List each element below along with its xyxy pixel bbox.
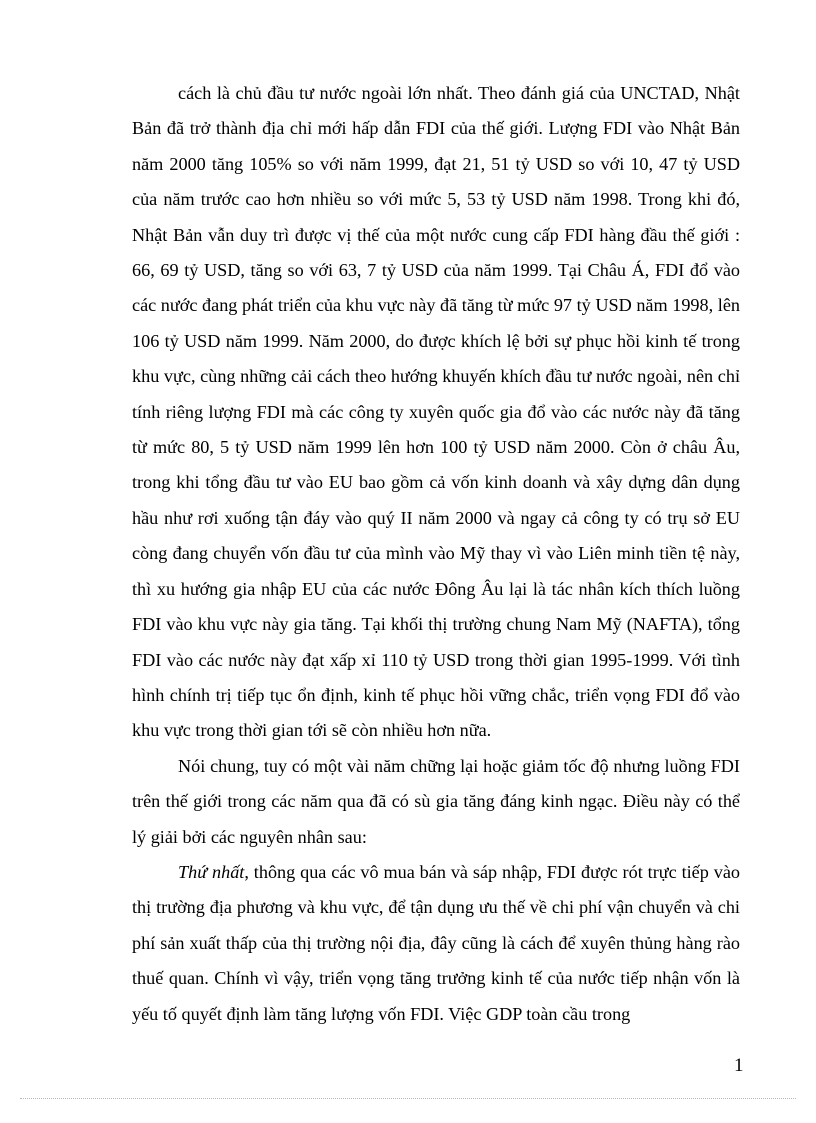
- page-number: 1: [734, 1055, 744, 1076]
- paragraph-3-text: , thông qua các vô mua bán và sáp nhập, FDI được rót trực tiếp vào thị trường địa phương và khu vực, để tận dụng ưu thế về chi phí vận chuyển và chi phí sản xuất thấp của thị trường nội địa, đây cũng là cách để xuyên thủng hàng rào thuế quan. Chính vì vậy, triển vọng tăng trưởng kinh tế của nước tiếp nhận vốn là yếu tố quyết định làm tăng lượng vốn FDI. Việc GDP toàn cầu trong: [132, 861, 740, 1024]
- paragraph-2: Nói chung, tuy có một vài năm chững lại hoặc giảm tốc độ nhưng luồng FDI trên thế giới trong các năm qua đã có sù gia tăng đáng kinh ngạc. Điều này có thể lý giải bởi các nguyên nhân sau:: [132, 755, 740, 847]
- page-bottom-divider: [20, 1098, 796, 1099]
- paragraph-3: [132, 855, 740, 1032]
- paragraph-1: cách là chủ đầu tư nước ngoài lớn nhất. Theo đánh giá của UNCTAD, Nhật Bản đã trở thành địa chỉ mới hấp dẫn FDI của thế giới. Lượng FDI vào Nhật Bản năm 2000 tăng 105% so với năm 1999, đạt 21, 51 tỷ USD so với 10, 47 tỷ USD của năm trước cao hơn nhiều so với mức 5, 53 tỷ USD năm 1998. Trong khi đó, Nhật Bản vẫn duy trì được vị thế của một nước cung cấp FDI hàng đầu thế giới : 66, 69 tỷ USD, tăng so với 63, 7 tỷ USD của năm 1999. Tại Châu Á, FDI đổ vào các nước đang phát triển của khu vực này đã tăng từ mức 97 tỷ USD năm 1998, lên 106 tỷ USD năm 1999. Năm 2000, do được khích lệ bởi sự phục hồi kinh tế trong khu vực, cùng những cải cách theo hướng khuyến khích đầu tư nước ngoài, nên chỉ tính riêng lượng FDI mà các công ty xuyên quốc gia đổ vào các nước này đã tăng từ mức 80, 5 tỷ USD năm 1999 lên hơn 100 tỷ USD năm 2000. Còn ở châu Âu, trong khi tổng đầu tư vào EU bao gồm cả vốn kinh doanh và xây dựng dân dụng hầu như rơi xuống tận đáy vào quý II năm 2000 và ngay cả công ty có trụ sở EU còng đang chuyển vốn đầu tư của mình vào Mỹ thay vì vào Liên minh tiền tệ này, thì xu hướng gia nhập EU của các nước Đông Âu lại là tác nhân kích thích luồng FDI vào khu vực này gia tăng. Tại khối thị trường chung Nam Mỹ (NAFTA), tổng FDI vào các nước này đạt xấp xỉ 110 tỷ USD trong thời gian 1995-1999. Với tình hình chính trị tiếp tục ổn định, kinh tế phục hồi vững chắc, triển vọng FDI đổ vào khu vực trong thời gian tới sẽ còn nhiều hơn nữa.: [132, 83, 740, 741]
- document-body: [132, 76, 740, 1032]
- paragraph-3-lead: Thứ nhất: [178, 861, 245, 882]
